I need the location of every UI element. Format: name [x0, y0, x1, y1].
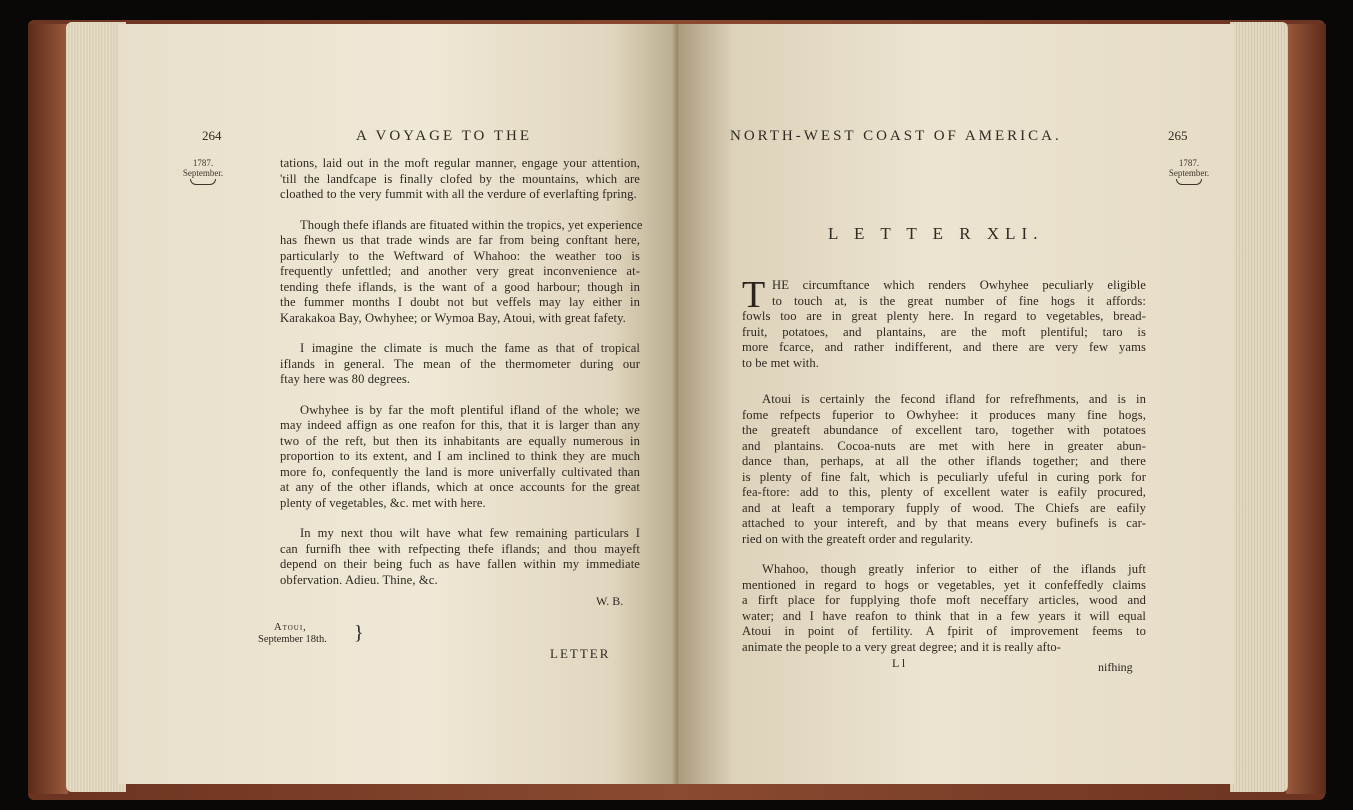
signature: W. B.: [596, 594, 624, 608]
signature-mark: L l: [892, 656, 906, 670]
text-line: mentioned in regard to hogs or vegetables, yet it confeffedly claims: [742, 577, 1146, 592]
text-line: Karakakoa Bay, Owhyhee; or Wymoa Bay, Atoui, with great fafety.: [280, 310, 626, 325]
opening-paragraph: [742, 274, 1146, 371]
margin-year: 1787.: [192, 158, 214, 168]
text-line: Though thefe iflands are fituated within the tropics, yet experience: [300, 217, 643, 232]
text-line: can furnifh thee with refpecting thefe iflands; and thou mayeft: [280, 541, 640, 556]
text-line: tending thefe iflands, is the want of a good harbour; though in: [280, 279, 640, 294]
text-line: more fcarce, and rather indifferent, and there are very few yams: [742, 340, 1146, 354]
cover-edge-left: [28, 24, 68, 794]
text-line: ried on with the greateft order and regularity.: [742, 531, 974, 546]
text-line: dance than, perhaps, at all the other iflands together; and there: [742, 454, 1146, 468]
text-line: Atoui is certainly the fecond ifland for refrefhments, and is in: [762, 392, 1146, 406]
text-line: at any of the other iflands, which at once accounts for the great: [280, 480, 640, 494]
text-line: a firft place for fupplying thofe moft neceffary articles, wood and: [742, 593, 1146, 607]
text-line: attached to your intereft, and by that means every bufinefs is car-: [742, 516, 1146, 530]
body-text: [742, 392, 1146, 655]
right-page: [678, 24, 1234, 784]
margin-month: September.: [1168, 168, 1210, 178]
text-line: may indeed affign as one reafon for this, that it is larger than any: [280, 418, 640, 432]
text-line: fome refpects fuperior to Owhyhee: it produces many fine hogs,: [742, 407, 1146, 422]
page-number: 265: [1168, 128, 1188, 143]
text-line: has fhewn us that trade winds are far from being conftant here,: [280, 233, 640, 247]
text-line: fea-ftore: add to this, plenty of excellent water is eafily procured,: [742, 485, 1146, 499]
letter-heading: L E T T E R XLI.: [828, 224, 1044, 243]
text-line: water; and I have reafon to think that in a few years it will equal: [742, 608, 1146, 623]
paragraph: [280, 341, 640, 388]
text-line: to be met with.: [742, 355, 820, 370]
text-line: I imagine the climate is much the fame as that of tropical: [300, 341, 640, 355]
cover-edge-right: [1286, 24, 1326, 794]
page-edges-left: [66, 22, 126, 792]
dateline-date: September 18th.: [258, 634, 327, 645]
text-line: fruit, potatoes, and plantains, are the moft plentiful; taro is: [742, 324, 1146, 339]
text-line: the fummer months I doubt not but veffels may lay either in: [280, 295, 640, 309]
text-line: and at leaft a temporary fupply of wood. The Chiefs are eafily: [742, 500, 1146, 515]
text-line: obfervation. Adieu. Thine, &c.: [280, 572, 438, 587]
margin-date: [1164, 158, 1214, 185]
page-edges-right: [1230, 22, 1288, 792]
text-line: cloathed to the very fummit with all the verdure of everlafting fpring.: [280, 187, 637, 201]
text-line: 'till the landfcape is finally clofed by the mountains, which are: [280, 171, 640, 186]
text-line: HE circumftance which renders Owhyhee peculiarly eligible: [772, 278, 1146, 292]
margin-brace: [190, 179, 216, 185]
text-line: frequently unfettled; and another very great inconvenience at-: [280, 264, 640, 278]
margin-brace: [1176, 179, 1202, 185]
text-line: to touch at, is the great number of fine hogs it affords:: [772, 293, 1146, 308]
text-line: In my next thou wilt have what few remaining particulars I: [300, 526, 640, 540]
page-number: 264: [202, 128, 222, 143]
text-line: the greateft abundance of excellent taro, together with potatoes: [742, 423, 1146, 437]
drop-cap: T: [742, 274, 766, 316]
paragraph: [280, 403, 640, 512]
text-line: Atoui in point of fertility. A fpirit of improvement feems to: [742, 624, 1146, 638]
dateline-brace: }: [354, 622, 364, 644]
text-line: depend on their being fuch as have fallen within my immediate: [280, 557, 640, 571]
dateline: [258, 622, 358, 646]
text-line: more fo, confequently the land is more univerfally cultivated than: [280, 464, 640, 479]
paragraph: [280, 526, 640, 588]
running-head: NORTH-WEST COAST OF AMERICA.: [730, 128, 1062, 144]
paragraph: [742, 562, 1146, 655]
text-line: and plantains. Cocoa-nuts are met with here in greater abun-: [742, 438, 1146, 453]
catchword: LETTER: [550, 646, 611, 661]
body-text: [280, 156, 643, 588]
running-head: A VOYAGE TO THE: [356, 128, 532, 144]
paragraph: [280, 217, 643, 327]
text-line: animate the people to a very great degree; and it is really afto-: [742, 639, 1062, 654]
text-line: particularly to the Weftward of Whahoo: the weather too is: [280, 248, 640, 263]
left-page: [118, 24, 678, 784]
text-line: iflands in general. The mean of the thermometer during our: [280, 356, 640, 371]
text-line: plenty of vegetables, &c. met with here.: [280, 495, 486, 510]
text-line: ftay here was 80 degrees.: [280, 372, 411, 386]
catchword: nifhing: [1098, 660, 1133, 674]
dateline-place: Atoui,: [274, 622, 307, 633]
text-line: tations, laid out in the moft regular manner, engage your attention,: [280, 156, 640, 170]
text-line: Owhyhee is by far the moft plentiful ifland of the whole; we: [300, 402, 640, 417]
text-line: is plenty of fine falt, which is peculiarly ufeful in curing pork for: [742, 469, 1146, 484]
paragraph: [742, 392, 1146, 547]
margin-year: 1787.: [1178, 158, 1200, 168]
text-line: fowls too are in great plenty here. In regard to vegetables, bread-: [742, 309, 1146, 323]
margin-date: [178, 158, 228, 185]
text-line: Whahoo, though greatly inferior to either of the iflands juft: [762, 562, 1146, 576]
text-line: proportion to its extent, and I am inclined to think they are much: [280, 449, 640, 463]
paragraph: [280, 156, 640, 203]
margin-month: September.: [182, 168, 224, 178]
text-line: two of the reft, but then its inhabitants are equally numerous in: [280, 433, 640, 448]
